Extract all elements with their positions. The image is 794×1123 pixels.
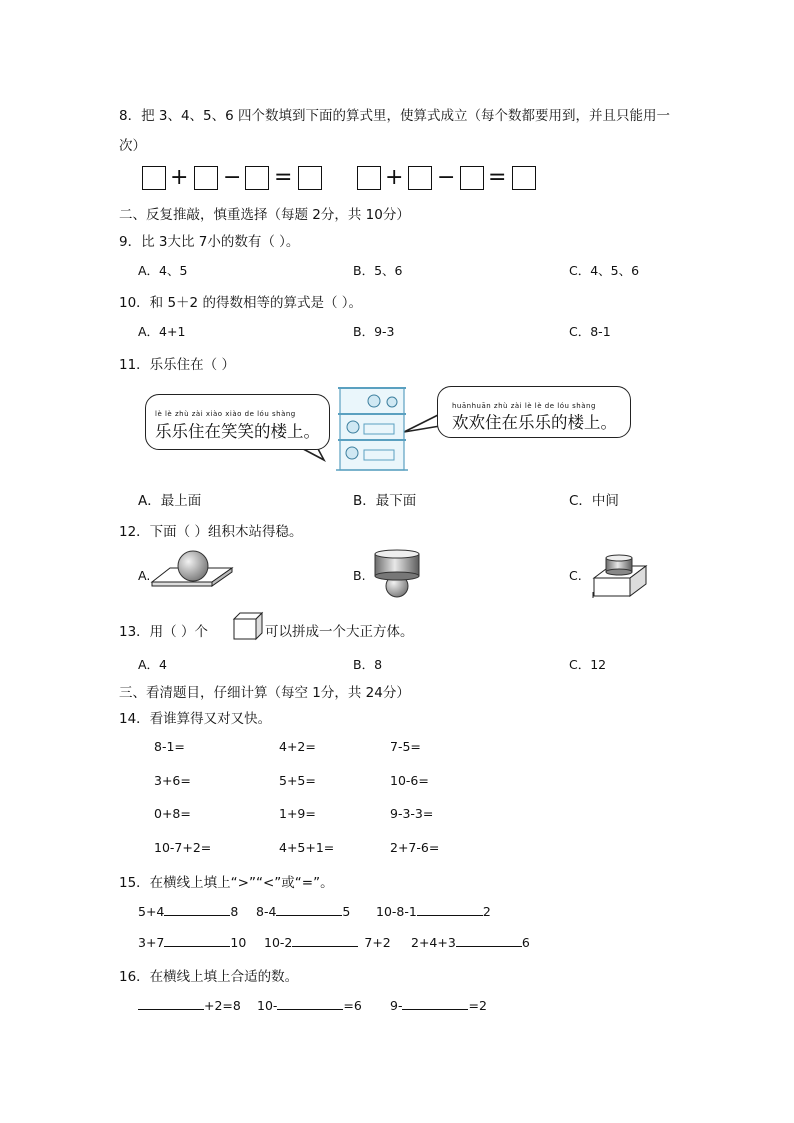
compare-right: 2 xyxy=(482,904,491,919)
compare-left: 5+4 xyxy=(138,904,165,919)
small-cube-icon xyxy=(232,611,264,641)
right-bubble-tail xyxy=(404,414,440,432)
q10-option-a[interactable]: A．4+1 xyxy=(138,324,186,339)
minus-sign: − xyxy=(223,165,242,190)
calc-item[interactable]: 8-1= xyxy=(154,739,185,754)
answer-box[interactable] xyxy=(142,166,166,190)
compare-right: 5 xyxy=(342,904,351,919)
answer-blank[interactable] xyxy=(277,997,343,1010)
q9-option-a[interactable]: A．4、5 xyxy=(138,263,188,278)
section2-title: 二、反复推敲，慎重选择（每题 2分，共 10分） xyxy=(119,207,410,223)
calc-item[interactable]: 10-7+2= xyxy=(154,840,212,855)
answer-blank[interactable] xyxy=(456,934,522,947)
compare-left: 10-2 xyxy=(264,935,293,950)
answer-blank[interactable] xyxy=(164,934,230,947)
q12-option-a[interactable]: A. xyxy=(138,568,151,583)
q11-option-c[interactable]: C．中间 xyxy=(569,493,619,509)
q9-option-b[interactable]: B．5、6 xyxy=(353,263,403,278)
compare-item xyxy=(256,903,350,919)
fill-item xyxy=(257,997,362,1013)
calc-item[interactable]: 4+2= xyxy=(279,739,316,754)
q10-option-c[interactable]: C．8-1 xyxy=(569,324,611,339)
q13-option-b[interactable]: B．8 xyxy=(353,657,383,672)
calc-item[interactable]: 5+5= xyxy=(279,773,316,788)
q13-option-a[interactable]: A．4 xyxy=(138,657,168,672)
compare-right: 10 xyxy=(230,935,247,950)
answer-blank[interactable] xyxy=(276,903,342,916)
left-bubble-text: 乐乐住在笑笑的楼上。 xyxy=(155,422,320,441)
equals-sign: = xyxy=(488,165,507,190)
fill-right: +2=8 xyxy=(204,998,241,1013)
cylinder-on-box-icon xyxy=(590,550,652,600)
q15-text: 15．在横线上填上“>”“<”或“=”。 xyxy=(119,875,334,891)
equals-sign: = xyxy=(274,165,293,190)
compare-left: 2+4+3 xyxy=(411,935,456,950)
answer-box[interactable] xyxy=(460,166,484,190)
answer-blank[interactable] xyxy=(402,997,468,1010)
calc-item[interactable]: 0+8= xyxy=(154,806,191,821)
calc-item[interactable]: 3+6= xyxy=(154,773,191,788)
q10-option-b[interactable]: B．9-3 xyxy=(353,324,395,339)
calc-item[interactable]: 10-6= xyxy=(390,773,429,788)
q8-line1: 8．把 3、4、5、6 四个数填到下面的算式里，使算式成立（每个数都要用到，并且只能用一 xyxy=(119,108,671,124)
answer-box[interactable] xyxy=(408,166,432,190)
q13-text-pre: 13．用（ ）个 xyxy=(119,624,208,640)
calc-item[interactable]: 2+7-6= xyxy=(390,840,440,855)
q16-text: 16．在横线上填上合适的数。 xyxy=(119,969,299,985)
compare-left: 8-4 xyxy=(256,904,277,919)
compare-right: 7+2 xyxy=(364,935,391,950)
q12-option-c[interactable]: C. xyxy=(569,568,582,583)
fill-right: =2 xyxy=(468,998,487,1013)
answer-blank[interactable] xyxy=(164,903,230,916)
section3-title: 三、看清题目，仔细计算（每空 1分，共 24分） xyxy=(119,685,410,701)
calc-item[interactable]: 7-5= xyxy=(390,739,421,754)
fill-item xyxy=(138,997,241,1013)
q11-option-a[interactable]: A．最上面 xyxy=(138,493,202,509)
q9-text: 9．比 3大比 7小的数有（ ）。 xyxy=(119,234,300,250)
answer-box[interactable] xyxy=(298,166,322,190)
q12-option-b[interactable]: B. xyxy=(353,568,366,583)
q11-option-b[interactable]: B．最下面 xyxy=(353,493,417,509)
answer-blank[interactable] xyxy=(417,903,483,916)
answer-blank[interactable] xyxy=(292,934,358,947)
compare-item xyxy=(264,934,391,950)
answer-box[interactable] xyxy=(245,166,269,190)
sphere-on-board-icon xyxy=(150,548,236,588)
compare-left: 3+7 xyxy=(138,935,165,950)
compare-item xyxy=(411,934,530,950)
building-icon xyxy=(336,388,408,470)
compare-item xyxy=(376,903,491,919)
answer-box[interactable] xyxy=(512,166,536,190)
plus-sign: + xyxy=(385,165,404,190)
q10-text: 10．和 5＋2 的得数相等的算式是（ ）。 xyxy=(119,295,362,311)
compare-item xyxy=(138,903,238,919)
q12-text: 12．下面（ ）组积木站得稳。 xyxy=(119,524,303,540)
q11-text: 11．乐乐住在（ ） xyxy=(119,357,235,373)
compare-item xyxy=(138,934,246,950)
fill-left: 9- xyxy=(390,998,403,1013)
compare-right: 8 xyxy=(230,904,239,919)
q13-text-post: 可以拼成一个大正方体。 xyxy=(265,624,414,640)
right-bubble-text: 欢欢住在乐乐的楼上。 xyxy=(452,413,617,432)
answer-box[interactable] xyxy=(357,166,381,190)
fill-left: 10- xyxy=(257,998,278,1013)
calc-item[interactable]: 9-3-3= xyxy=(390,806,434,821)
answer-box[interactable] xyxy=(194,166,218,190)
compare-right: 6 xyxy=(521,935,530,950)
plus-sign: + xyxy=(170,165,189,190)
q8-line2: 次） xyxy=(119,138,146,154)
fill-right: =6 xyxy=(343,998,362,1013)
q14-text: 14．看谁算得又对又快。 xyxy=(119,711,272,727)
answer-blank[interactable] xyxy=(138,997,204,1010)
calc-item[interactable]: 4+5+1= xyxy=(279,840,335,855)
fill-item xyxy=(390,997,487,1013)
compare-left: 10-8-1 xyxy=(376,904,417,919)
right-pinyin: huānhuān zhù zài lè lè de lóu shàng xyxy=(452,402,596,410)
minus-sign: − xyxy=(437,165,456,190)
q9-option-c[interactable]: C．4、5、6 xyxy=(569,263,640,278)
left-pinyin: lè lè zhù zài xiào xiào de lóu shàng xyxy=(155,410,296,418)
q13-option-c[interactable]: C．12 xyxy=(569,657,607,672)
cylinder-on-sphere-icon xyxy=(372,548,422,600)
calc-item[interactable]: 1+9= xyxy=(279,806,316,821)
